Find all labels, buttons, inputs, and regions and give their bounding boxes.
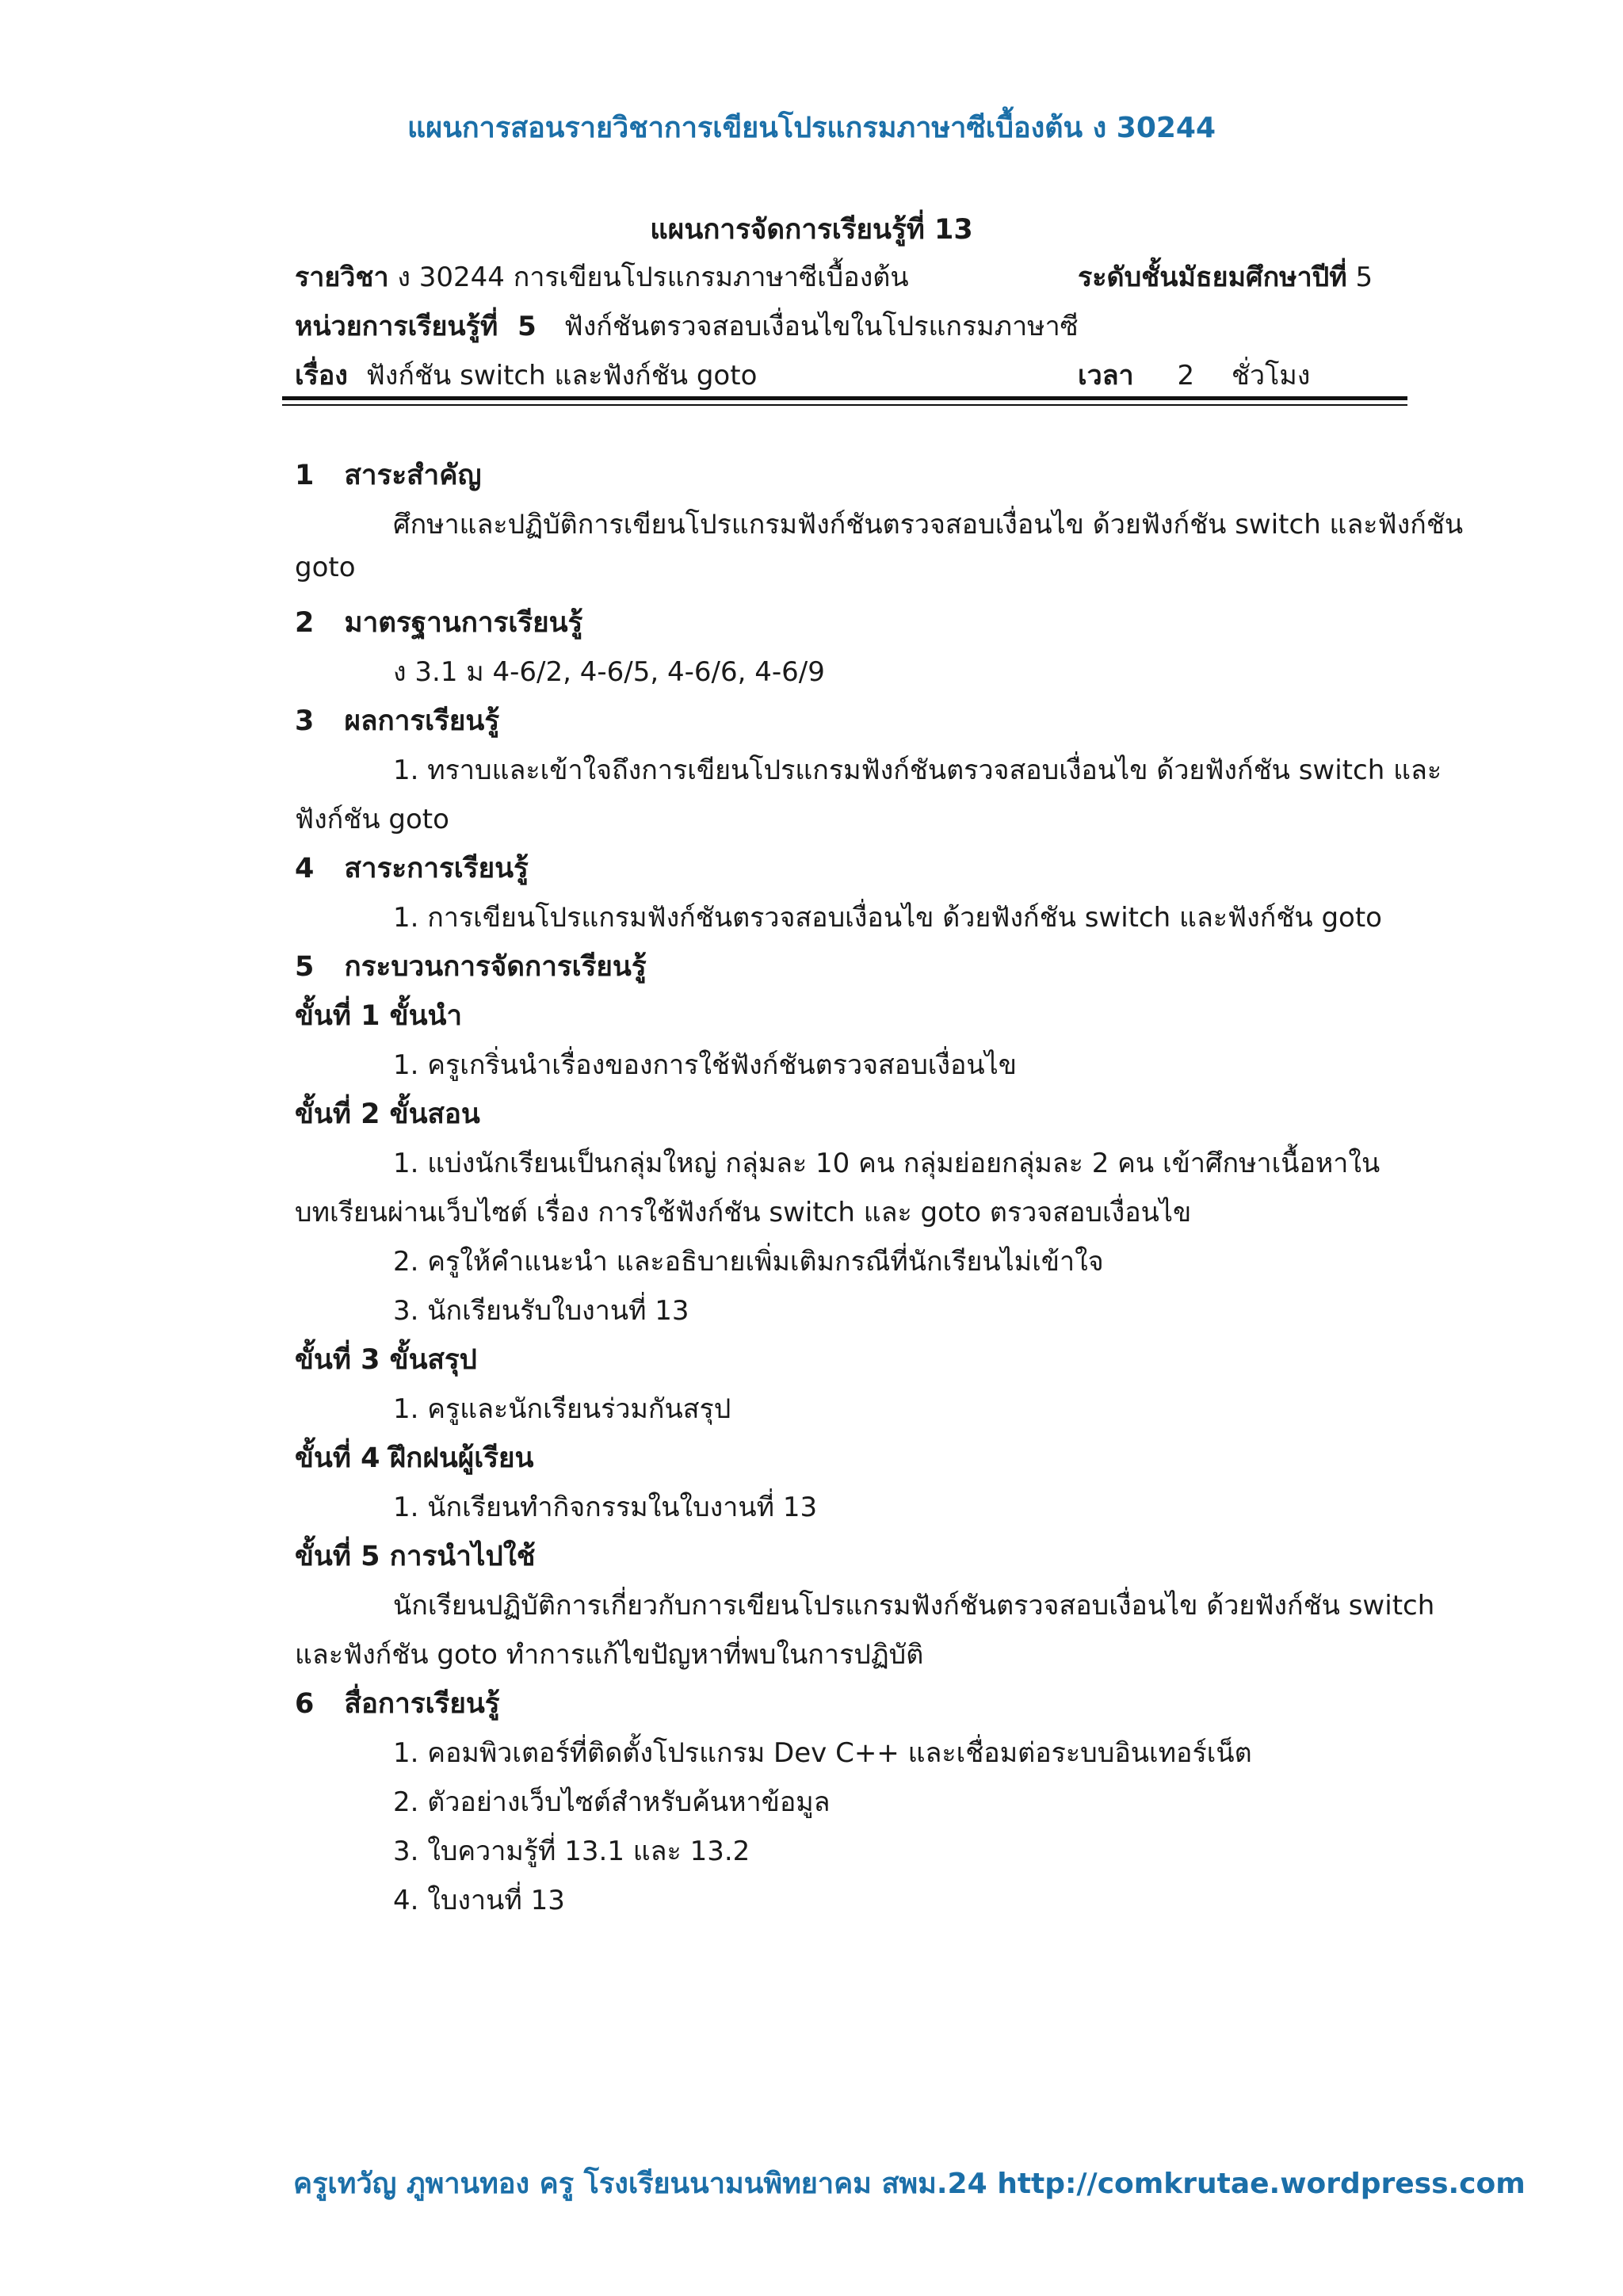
time-row [1078, 353, 1310, 396]
section-6-heading [295, 1682, 500, 1725]
step-2-line4: 3. นักเรียนรับใบงานที่ 13 [393, 1295, 689, 1327]
media-item-3: 3. ใบความรู้ที่ 13.1 และ 13.2 [393, 1836, 750, 1867]
step-3-line1: 1. ครูและนักเรียนร่วมกันสรุป [393, 1393, 731, 1425]
media-item-2: 2. ตัวอย่างเว็บไซต์สำหรับค้นหาข้อมูล [393, 1786, 831, 1818]
time-label: เวลา [1078, 360, 1134, 392]
section-number: 6 [295, 1688, 315, 1720]
section-4-heading [295, 846, 529, 890]
unit-number: 5 [517, 311, 537, 342]
section-title: สาระการเรียนรู้ [344, 853, 529, 884]
section-2-text-line1: ง 3.1 ม 4-6/2, 4-6/5, 4-6/6, 4-6/9 [393, 656, 825, 688]
section-title: ผลการเรียนรู้ [344, 705, 500, 737]
section-number: 5 [295, 951, 315, 983]
topic-value: ฟังก์ชัน switch และฟังก์ชัน goto [365, 360, 758, 392]
time-unit: ชั่วโมง [1231, 360, 1311, 392]
time-value: 2 [1177, 360, 1195, 392]
step-4-title: ขั้นที่ 4 ฝึกฝนผู้เรียน [295, 1442, 534, 1474]
step-1-line1: 1. ครูเกริ่นนำเรื่องของการใช้ฟังก์ชันตรวจสอบเงื่อนไข [393, 1049, 1017, 1081]
section-number: 2 [295, 607, 315, 639]
section-4-text-line1: 1. การเขียนโปรแกรมฟังก์ชันตรวจสอบเงื่อนไข ด้วยฟังก์ชัน switch และฟังก์ชัน goto [393, 902, 1382, 934]
subject-value: ง 30244 การเขียนโปรแกรมภาษาซีเบื้องต้น [397, 262, 909, 293]
header-divider-thin [282, 404, 1407, 406]
step-2-line2: บทเรียนผ่านเว็บไซต์ เรื่อง การใช้ฟังก์ชัน switch และ goto ตรวจสอบเงื่อนไข [295, 1197, 1192, 1228]
subject-label: รายวิชา [295, 262, 389, 293]
level-label: ระดับชั้นมัธยมศึกษาปีที่ [1078, 262, 1347, 293]
topic-label: เรื่อง [295, 360, 348, 392]
section-1-text-line2: goto [295, 552, 356, 583]
page-footer: ครูเทวัญ ภูพานทอง ครู โรงเรียนนามนพิทยาคม สพม.24 http://comkrutae.wordpress.com [293, 2168, 1526, 2200]
section-5-heading [295, 945, 647, 988]
section-3-text-line2: ฟังก์ชัน goto [295, 804, 449, 835]
plan-title: แผนการจัดการเรียนรู้ที่ 13 [650, 214, 973, 246]
unit-value: ฟังก์ชันตรวจสอบเงื่อนไขในโปรแกรมภาษาซี [563, 311, 1079, 342]
subject-row [295, 255, 909, 298]
section-title: กระบวนการจัดการเรียนรู้ [344, 951, 647, 983]
step-2-title: ขั้นที่ 2 ขั้นสอน [295, 1098, 480, 1130]
section-number: 1 [295, 460, 315, 491]
step-5-line2: และฟังก์ชัน goto ทำการแก้ไขปัญหาที่พบในการปฏิบัติ [295, 1639, 924, 1671]
unit-row [295, 304, 1079, 347]
step-5-title: ขั้นที่ 5 การนำไปใช้ [295, 1541, 536, 1572]
section-3-text-line1: 1. ทราบและเข้าใจถึงการเขียนโปรแกรมฟังก์ชันตรวจสอบเงื่อนไข ด้วยฟังก์ชัน switch และ [393, 755, 1442, 786]
step-1-title: ขั้นที่ 1 ขั้นนำ [295, 1000, 463, 1032]
step-2-line3: 2. ครูให้คำแนะนำ และอธิบายเพิ่มเติมกรณีที่นักเรียนไม่เข้าใจ [393, 1246, 1104, 1278]
section-1-heading [295, 453, 481, 497]
section-title: สาระสำคัญ [344, 460, 482, 491]
step-5-line1: นักเรียนปฏิบัติการเกี่ยวกับการเขียนโปรแกรมฟังก์ชันตรวจสอบเงื่อนไข ด้วยฟังก์ชัน switch [393, 1590, 1435, 1622]
header-divider-thick [282, 396, 1407, 400]
section-number: 3 [295, 705, 315, 737]
section-number: 4 [295, 853, 315, 884]
section-3-heading [295, 699, 499, 743]
media-item-1: 1. คอมพิวเตอร์ที่ติดตั้งโปรแกรม Dev C++ และเชื่อมต่อระบบอินเทอร์เน็ต [393, 1737, 1252, 1769]
page-header-title: แผนการสอนรายวิชาการเขียนโปรแกรมภาษาซีเบื้องต้น ง 30244 [407, 112, 1216, 144]
section-title: มาตรฐานการเรียนรู้ [344, 607, 583, 639]
level-value: 5 [1355, 262, 1373, 293]
section-1-text-line1: ศึกษาและปฏิบัติการเขียนโปรแกรมฟังก์ชันตรวจสอบเงื่อนไข ด้วยฟังก์ชัน switch และฟังก์ชัน [393, 509, 1464, 541]
section-title: สื่อการเรียนรู้ [344, 1688, 500, 1720]
section-2-heading [295, 601, 582, 644]
step-3-title: ขั้นที่ 3 ขั้นสรุป [295, 1344, 477, 1376]
step-2-line1: 1. แบ่งนักเรียนเป็นกลุ่มใหญ่ กลุ่มละ 10 คน กลุ่มย่อยกลุ่มละ 2 คน เข้าศึกษาเนื้อหาใน [393, 1148, 1381, 1179]
unit-label: หน่วยการเรียนรู้ที่ [295, 311, 498, 342]
topic-row [295, 353, 757, 396]
media-item-4: 4. ใบงานที่ 13 [393, 1885, 565, 1916]
step-4-line1: 1. นักเรียนทำกิจกรรมในใบงานที่ 13 [393, 1492, 818, 1523]
level-row [1078, 255, 1373, 298]
